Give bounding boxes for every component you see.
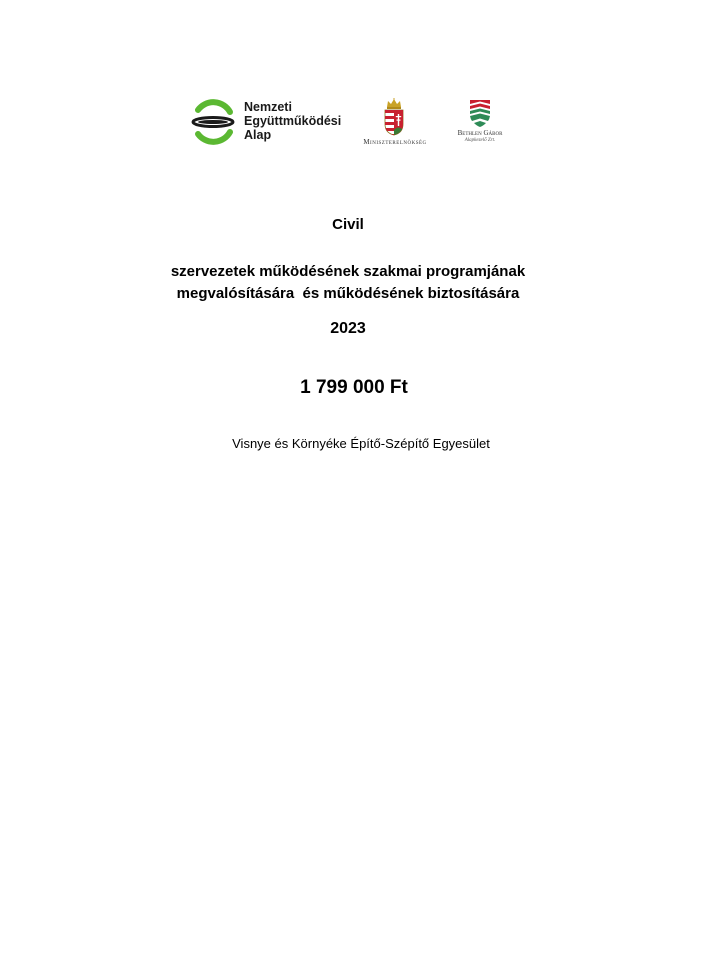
coat-of-arms-icon xyxy=(382,98,406,136)
grant-purpose-line-2: megvalósítására és működésének biztosítására xyxy=(176,285,520,302)
bga-logo-text: Bethlen Gábor xyxy=(457,129,503,137)
nea-logo-text xyxy=(244,100,341,142)
nea-logo xyxy=(190,96,350,148)
bga-logo-subtext: Alapkezelő Zrt. xyxy=(464,138,496,143)
grant-amount: 1 799 000 Ft xyxy=(300,377,408,398)
nea-line-1: Nemzeti xyxy=(244,100,292,114)
grant-year: 2023 xyxy=(330,320,366,337)
bga-shield-icon xyxy=(468,98,492,128)
bga-logo xyxy=(450,96,510,150)
grant-purpose xyxy=(0,261,696,305)
ministry-logo xyxy=(350,96,440,150)
nea-line-3: Alap xyxy=(244,128,272,142)
grant-purpose-line-1: szervezetek működésének szakmai programjának xyxy=(170,263,526,280)
nea-ring-icon xyxy=(190,98,236,146)
document-title: Civil xyxy=(332,216,364,233)
organization-name: Visnye és Környéke Építő-Szépítő Egyesület xyxy=(232,436,490,451)
nea-line-2: Együttműködési xyxy=(244,114,342,128)
ministry-logo-text: Miniszterelnökség xyxy=(363,138,427,146)
